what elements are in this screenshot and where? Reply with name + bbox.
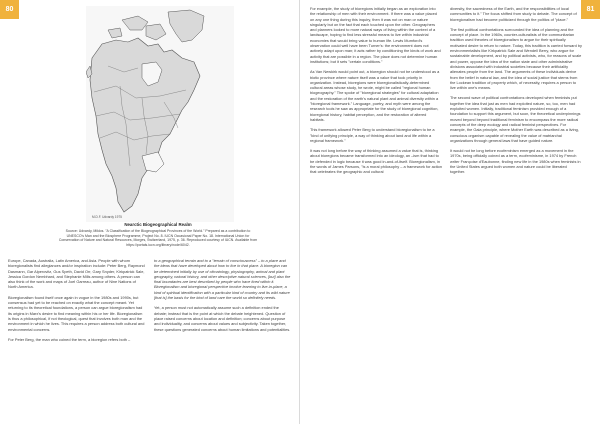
- paragraph: It was not long before the way of thinking assumed a value that is, thinking about bioregions became transformed into an ideology, an –ism that had to be defended in logic because it was good in-and-of-itself. Bioregionalism, in the words of James Parsons, "is a moral philosophy – a framework for action that celebrates the geographic and cultural: [310, 148, 442, 175]
- paragraph: It would not be long before ecofeminism emerged as a movement in the 1970s, being officially coined as a term, ecofeminisme, in 1974 by French writer Françoise d'Eaubonne, finding new life in the 1980s when feminists in the United States argued both women and nature could be liberated together.: [450, 148, 581, 175]
- left-page-column-1: [8, 258, 146, 347]
- paragraph: Yet, a person must not automatically assume such a definition ended the debate; instead that is the point at which the debate heightened. Question of place raised concerns about location and definition; concerns about purpose and individuality, and concerns about values and subjectivity. Taken together, these questions generated concerns about human limitations and potentialities.: [154, 305, 291, 332]
- paragraph: For example, the study of bioregions initially began as an exploration into the relationship of men with their environment. If there was a value placed on any one thing during this inquiry, then it was not on man or nature singularly but on the fact that each touched upon the other. Geographers and planners looked to more natural ways of living within the context of a landscape, hoping to find less stressful means to live within industrial economies that would bring value to human life. Lewis Mumford's observation could well have been Turner's: the environment does not actively adapt upon man; it acts rather by conditioning the kinds of work and activity that are possible in a region. The place does not determine human institutions; but it sets "certain conditions.": [310, 6, 441, 64]
- page-number-right: 81: [581, 0, 600, 19]
- right-page: [300, 0, 600, 424]
- figure-title: Nearctic Biogeographical Realm: [124, 222, 192, 227]
- nearctic-map: [86, 6, 234, 222]
- paragraph: Europe, Canada, Australia, Latin America, and Asia. People with whom bioregionalists find allegiances and/or inspiration include: Peter Berg, Raymond Dasmann, Gar Alperovitz, Gus Speth, David Orr, Gary Snyder, Kirkpatrick Sale, Jessica Gordon Nembhard, and Stephanie Mills among others. A person can also think of the work and maps of Joel Garreau, author of Nine Nations of North America.: [8, 258, 145, 290]
- paragraph: Bioregionalism found itself once again in vogue in the 1980s and 1990s, but consensus had yet to be reached on exactly what the concept meant. Yet returning to its theoretical foundations, a person can argue bioregionalism had its origins in Marx's desire to find meaning within his or her life. Bioregionalism is thus a philosophical, if not theological, quest that involves both man and the environment in which he lives. This requires a person address both cultural and environmental concerns.: [8, 294, 145, 332]
- figure-map: [86, 6, 234, 222]
- page-number-left: 80: [0, 0, 19, 19]
- paragraph: The second wave of political confrontations developed when feminists put together the idea that just as men had exploited nature, so, too, men had exploited women. Initially, traditional feminism provided enough of a foundation to support this argument, but soon, the theoretical underpinnings moved beyond beyond traditional feminism to encompass the more radical concepts of the deep ecology and radical feminist perspectives. For example, the Gaia principle, where Mother Earth was described as a living, conscious organism capable of revealing the value of matriarchal organizations through general laws that have guided nature.: [450, 95, 581, 143]
- paragraph: This framework allowed Peter Berg to understand bioregionalism to be a "kind of unifying principle, a way of thinking about land and life within a regional framework.": [310, 127, 435, 143]
- right-page-column-2: [450, 6, 582, 180]
- figure-caption: Source: Udvardy, Miklos. "A Classification of the Biogeographical Provinces of the World." Prepared as a contribution to UNESCO's Man and the Biosphere Programme, Project No. 8. IUCN Occasional Paper No. 18. International Union for Conservation of Nature and Natural Resources, Morges, Switzerland, 1975, p. 36. Reproduced courtesy of IUCN. Available from https://portals.iucn.org/library/node/6042.: [58, 229, 258, 247]
- paragraph: diversity, the sacredness of the Earth, and the responsibilities of local communities to it." The focus shifted from study to debate. The concept of bioregionalism had become politicized through the politics of "place.": [450, 6, 577, 22]
- paragraph: As Van Newkirk would point out, a bioregion should not be understood as a biotic province where nature itself was a value that took priority in organization. Instead, bioregions were bioregionalistically-determined cultural areas whose study, he wrote, might be called "regional human biogeography." The spoke of "bioregional strategies" for cultural adaptation and the restoration of the earth's natural plant and animal diversity within a "bioregional framework." Language, poetry, and myth were among the research tools he saw as appropriate for the study of bioregional cognition, bioregional history, habitat perception, and the restoration of altered habitats.: [310, 69, 440, 122]
- left-page-column-2: [154, 258, 292, 337]
- right-page-column-1: [310, 6, 442, 180]
- paragraph: The first political confrontations surrounded the idea of planning and the concept of place. In the 1960s, counter-culturalists of the communitarian tradition used theories of bioregionalism to argue for their spiritually motivated desire to return to nature. Today, this tradition is carried forward by environmentalists like Kirkpatrick Sale and Wendell Berry, who argue for sustainable development, and by political activists, who, for reasons of scale and power, oppose the idea of the nation state and other administrative divisions associated with industrial societies because their artificiality alienates people from the land. The arguments of these individuals derive from the belief in natural law, and the idea of social justice that stems from the Lockean tradition of property which, of necessity, requires a person to live within one's means.: [450, 26, 582, 91]
- map-credit: M.D.F. Udvardy 1975: [92, 215, 122, 219]
- paragraph: For Peter Berg, the man who coined the term, a bioregion refers both –: [8, 336, 131, 342]
- block-quote: to a geographical terrain and to a "terrain of consciousness" – to a place and the ideas that have developed about how to live in that place. A bioregion can be determined initially by use of climatology, physiography, animal and plant geography, natural history, and other descriptive natural sciences, [but] also the final boundaries are best described by people who have lived within it. Bioregionalism and bioregional perspective involve learning to live-in-place, a kind of spiritual identification with a particular kind of country and its wild nature [that is] the basis for the kind of land care the world so definitely needs.: [154, 258, 291, 301]
